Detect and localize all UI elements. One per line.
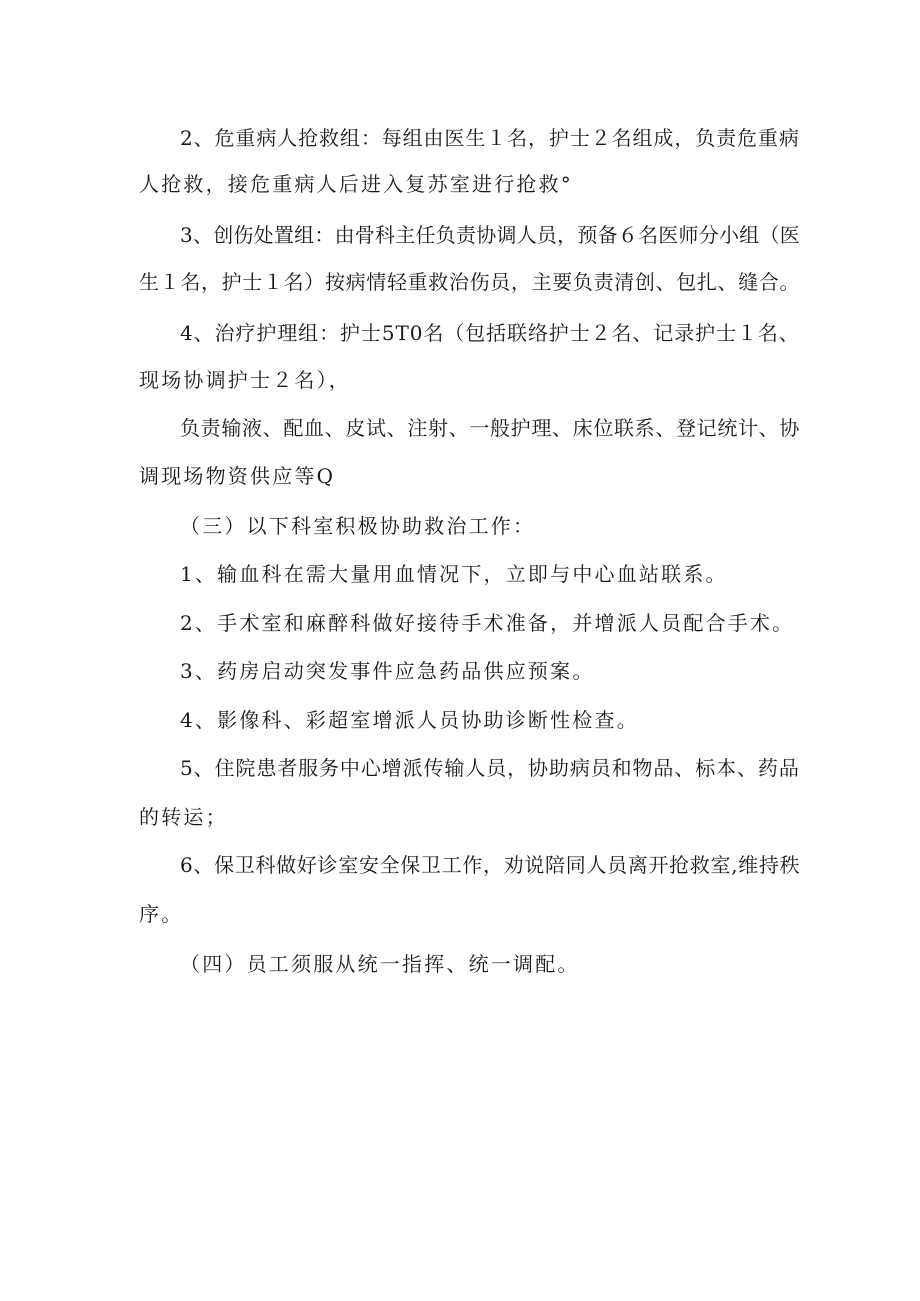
paragraph-line-6: 现场协调护士２名），	[139, 368, 351, 392]
section-heading-3: （三）以下科室积极协助救治工作：	[180, 514, 536, 538]
paragraph-line-3: 3、创伤处置组：由骨科主任负责协调人员，预备６名医师分小组（医	[180, 223, 800, 247]
list-item-5-cont: 的转运；	[139, 805, 228, 829]
list-item-1: 1、输血科在需大量用血情况下，立即与中心血站联系。	[180, 562, 728, 586]
list-item-4: 4、影像科、彩超室增派人员协助诊断性检查。	[180, 708, 639, 732]
list-item-6-cont: 序。	[139, 902, 184, 926]
list-item-5: 5、住院患者服务中心增派传输人员，协助病员和物品、标本、药品	[180, 756, 800, 780]
list-item-6: 6、保卫科做好诊室安全保卫工作，劝说陪同人员离开抢救室,维持秩	[180, 853, 801, 877]
list-item-3: 3、药房启动突发事件应急药品供应预案。	[180, 659, 595, 683]
paragraph-line-1: 2、危重病人抢救组：每组由医生１名，护士２名组成，负责危重病	[180, 126, 800, 150]
section-heading-4: （四）员工须服从统一指挥、统一调配。	[180, 952, 580, 976]
paragraph-line-5: 4、治疗护理组：护士5T0名（包括联络护士２名、记录护士１名、	[180, 321, 800, 345]
paragraph-line-4: 生１名，护士１名）按病情轻重救治伤员，主要负责清创、包扎、缝合。	[139, 270, 801, 294]
paragraph-line-8: 调现场物资供应等Q	[139, 464, 336, 488]
paragraph-line-7: 负责输液、配血、皮试、注射、一般护理、床位联系、登记统计、协	[180, 416, 800, 440]
paragraph-line-2: 人抢救，接危重病人后进入复苏室进行抢救°	[139, 172, 573, 196]
list-item-2: 2、手术室和麻醉科做好接待手术准备，并增派人员配合手术。	[180, 611, 795, 635]
